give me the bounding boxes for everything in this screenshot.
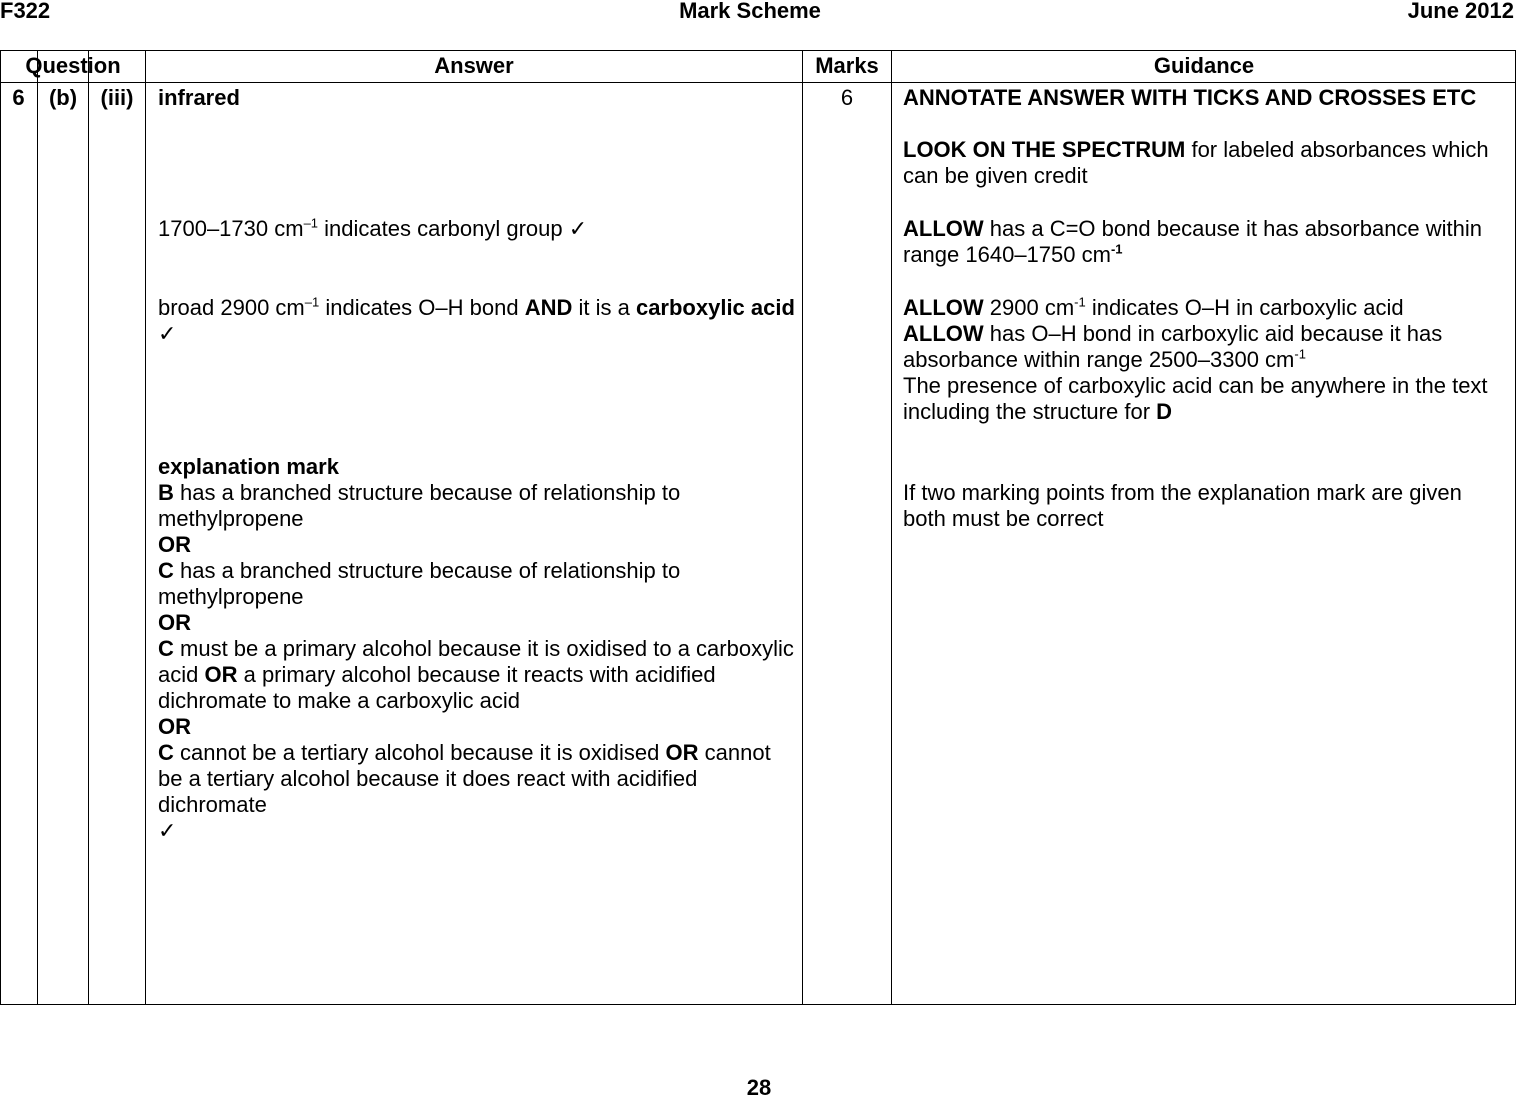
answer-carbonyl-point: 1700–1730 $cm^{-1}$ indicates carbonyl group ✓ xyxy=(158,215,588,241)
header-row-divider xyxy=(0,82,1516,83)
question-subpart: (iii) xyxy=(100,85,134,110)
or-separator: OR xyxy=(158,714,191,739)
course-code: F322 xyxy=(0,0,51,23)
column-header-answer: Answer xyxy=(434,53,514,78)
column-divider xyxy=(37,50,38,1005)
column-header-guidance: Guidance xyxy=(1153,53,1255,78)
column-header-question: Question xyxy=(25,53,121,78)
question-number: 6 xyxy=(12,85,25,110)
answer-title: infrared xyxy=(158,85,240,110)
column-divider xyxy=(145,50,146,1005)
explanation-option: C must be a primary alcohol because it is oxidised to a carboxylic acid OR a primary alcohol because it reacts with acidified dichromate to make a carboxylic acid xyxy=(158,636,794,713)
guidance-allow-co: ALLOW has a C=O bond because it has absorbance within range 1640–1750 $cm^{-1}$ xyxy=(903,216,1483,267)
column-divider xyxy=(802,50,803,1005)
guidance-allow-oh: ALLOW 2900 $cm^{-1}$ indicates O–H in carboxylic acid ALLOW has O–H bond in carboxylic aid because it has absorbance within range 2500–3300 $cm^{-1}$ The presence of carboxylic acid can be anywhere in the text including the structure for D xyxy=(903,294,1488,424)
explanation-option: C has a branched structure because of relationship to methylpropene xyxy=(158,558,681,609)
question-part: (b) xyxy=(48,85,78,110)
page-number: 28 xyxy=(746,1075,772,1100)
explanation-heading: explanation mark xyxy=(158,454,339,479)
column-divider xyxy=(891,50,892,1005)
answer-explanation xyxy=(158,454,798,844)
guidance-annotate: ANNOTATE ANSWER WITH TICKS AND CROSSES ETC xyxy=(903,85,1477,110)
exam-session: June 2012 xyxy=(1407,0,1514,23)
column-divider xyxy=(88,50,89,1005)
guidance-spectrum: LOOK ON THE SPECTRUM for labeled absorbances which can be given credit xyxy=(903,137,1489,188)
or-separator: OR xyxy=(158,610,191,635)
document-title: Mark Scheme xyxy=(679,0,821,23)
marks-value: 6 xyxy=(840,85,854,110)
column-header-marks: Marks xyxy=(815,53,879,78)
explanation-option: B has a branched structure because of relationship to methylpropene xyxy=(158,480,681,531)
or-separator: OR xyxy=(158,532,191,557)
guidance-explanation-note: If two marking points from the explanation mark are given both must be correct xyxy=(903,480,1462,531)
tick-icon: ✓ xyxy=(158,818,177,843)
answer-oh-point: broad 2900 $cm^{-1}$ indicates O–H bond AND it is a carboxylic acid ✓ xyxy=(158,294,795,346)
explanation-option: C cannot be a tertiary alcohol because it is oxidised OR cannot be a tertiary alcohol because it does react with acidified dichromate xyxy=(158,740,771,817)
